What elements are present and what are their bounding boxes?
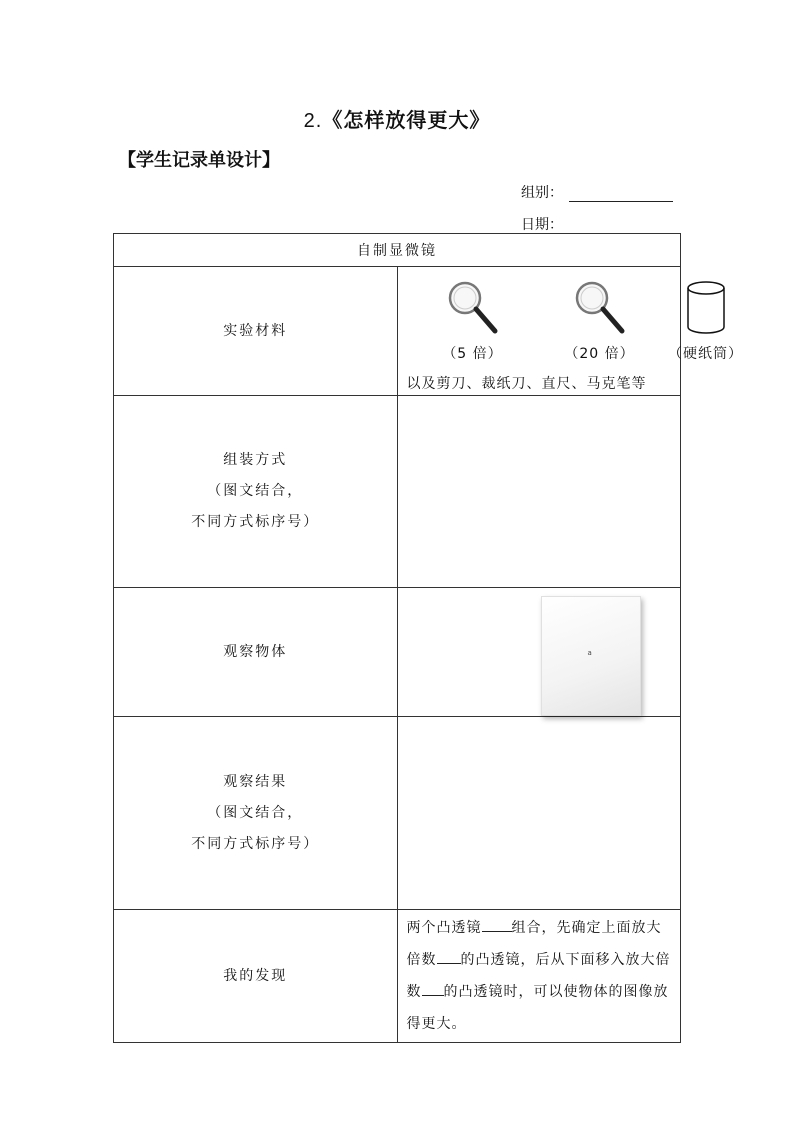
title-number: 2. — [303, 110, 323, 132]
discovery-blank-3[interactable] — [422, 981, 444, 996]
material-caption: （硬纸筒） — [668, 346, 743, 362]
cylinder-icon — [683, 279, 729, 337]
paper-mark: a — [587, 649, 592, 657]
assembly-label-line: 不同方式标序号） — [191, 514, 320, 530]
discovery-text-part: 两个凸透镜 — [406, 920, 482, 936]
observe-object-cell — [397, 588, 681, 717]
magnifier-icon — [443, 279, 503, 337]
discovery-blank-1[interactable] — [482, 917, 512, 932]
group-label: 组别： — [521, 185, 563, 201]
materials-cell — [397, 267, 743, 396]
assembly-label — [114, 396, 398, 588]
discovery-text-part: 组合，先确定上面放大倍数 — [406, 920, 662, 968]
discovery-blank-2[interactable] — [437, 949, 461, 964]
date-label: 日期： — [521, 217, 563, 233]
discovery-label: 我的发现 — [114, 910, 398, 1043]
materials-row — [114, 267, 681, 396]
group-blank-line[interactable] — [569, 185, 673, 202]
material-caption: （5 倍） — [442, 346, 503, 362]
page-title — [0, 104, 794, 133]
observe-result-label — [114, 717, 398, 910]
material-item-magnifier-20x — [555, 279, 645, 363]
discovery-text — [397, 910, 681, 1043]
discovery-text-part: 的凸透镜，后从下面移入放大倍数 — [406, 952, 671, 1000]
section-heading: 【学生记录单设计】 — [118, 150, 280, 171]
assembly-answer-area[interactable] — [397, 396, 681, 588]
observe-result-row — [114, 717, 681, 910]
title-text: 《怎样放得更大》 — [322, 108, 491, 132]
observe-result-answer-area[interactable] — [397, 717, 681, 910]
paper-sheet-image — [541, 596, 641, 716]
magnifier-icon — [570, 279, 630, 337]
materials-label: 实验材料 — [114, 267, 398, 396]
material-caption: （20 倍） — [564, 346, 635, 362]
assembly-label-line: （图文结合， — [207, 483, 304, 499]
table-header-row — [114, 234, 681, 267]
assembly-row — [114, 396, 681, 588]
material-item-paper-tube — [661, 279, 751, 363]
discovery-text-part: 的凸透镜时，可以使物体的图像放得更大。 — [406, 984, 669, 1032]
group-field — [521, 182, 673, 202]
material-item-magnifier-5x — [428, 279, 518, 363]
table-header: 自制显微镜 — [114, 234, 681, 267]
observe-result-label-line: 不同方式标序号） — [191, 835, 320, 852]
date-blank-line[interactable] — [569, 217, 673, 234]
record-table — [113, 233, 743, 1043]
observe-object-label: 观察物体 — [114, 588, 398, 717]
materials-extra-text: 以及剪刀、裁纸刀、直尺、马克笔等 — [406, 376, 647, 392]
assembly-label-line: 组装方式 — [223, 452, 288, 468]
discovery-row — [114, 910, 681, 1043]
date-field — [521, 214, 673, 234]
observe-object-row — [114, 588, 681, 717]
observe-result-label-line: （图文结合， — [207, 804, 304, 821]
observe-result-label-line: 观察结果 — [223, 773, 288, 790]
